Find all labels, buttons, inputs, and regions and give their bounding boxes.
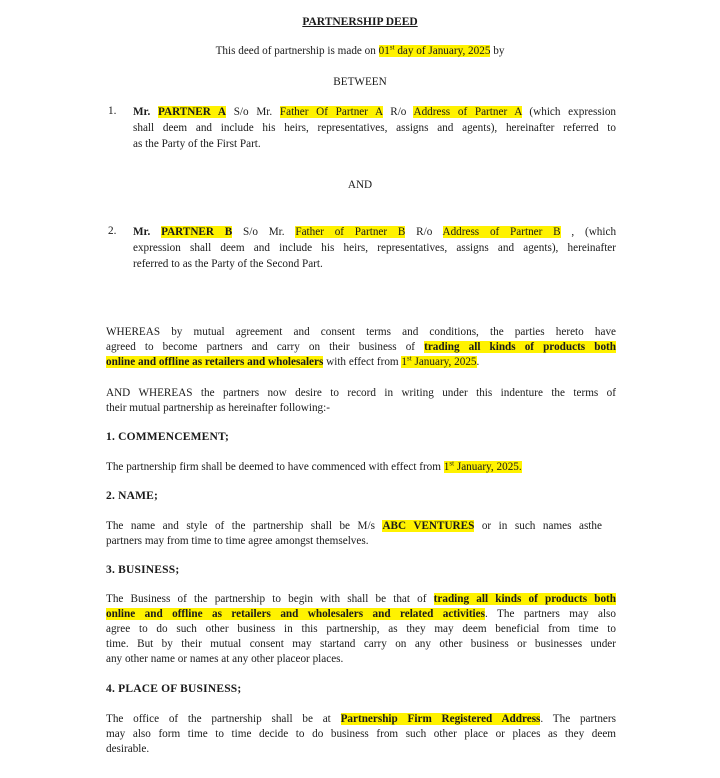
party2-line3: referred to as the Party of the Second Part.	[133, 258, 323, 270]
section4-line3: desirable.	[106, 743, 150, 755]
section1-text: The partnership firm shall be deemed to have commenced with effect from 1st January, 2025.	[106, 459, 522, 473]
section4-heading: 4. PLACE OF BUSINESS;	[106, 683, 242, 695]
whereas1-date: 1st January, 2025	[401, 354, 477, 368]
intro-line: This deed of partnership is made on 01st day of January, 2025 by	[215, 43, 505, 57]
section3-line1: The Business of the partnership to begin with shall be that of trading all kinds of products both	[106, 593, 616, 605]
section3-line5: any other name or names at any other placeor places.	[106, 653, 344, 665]
whereas1-line3: online and offline as retailers and wholesalers with effect from 1st January, 2025.	[106, 354, 480, 368]
party1-line3: as the Party of the First Part.	[133, 138, 261, 150]
section2-line1: The name and style of the partnership shall be M/s ABC VENTURES or in such names asthe	[106, 520, 602, 532]
firm-name: ABC VENTURES	[382, 520, 475, 532]
party2-line2: expression shall deem and include his heirs, representatives, assigns and agents), hereinafter	[133, 242, 616, 254]
section3-line2: online and offline as retailers and wholesalers and related activities. The partners may also	[106, 608, 616, 620]
party2-number: 2.	[108, 225, 117, 237]
section4-line1: The office of the partnership shall be at Partnership Firm Registered Address. The partners	[106, 713, 616, 725]
party1-name: PARTNER A	[158, 106, 227, 118]
party2-father: Father of Partner B	[295, 226, 406, 238]
section1-heading: 1. COMMENCEMENT;	[106, 431, 230, 443]
section2-heading: 2. NAME;	[106, 490, 159, 502]
section4-line2: may also form time to time decide to do business from such other place or places as they deem	[106, 728, 616, 740]
and-label: AND	[347, 179, 373, 191]
party1-line2: shall deem and include his heirs, representatives, assigns and agents), hereinafter referred to	[133, 122, 616, 134]
whereas1-line2: agreed to become partners and carry on their business of trading all kinds of products both	[106, 341, 616, 353]
party2-address: Address of Partner B	[442, 226, 561, 238]
party1-address: Address of Partner A	[413, 106, 522, 118]
section2-line2: partners may from time to time agree amongst themselves.	[106, 535, 369, 547]
section3-line4: time. But by their mutual consent may startand carry on any other business or businesses under	[106, 638, 616, 650]
party2-line1: Mr. PARTNER B S/o Mr. Father of Partner B R/o Address of Partner B , (which	[133, 226, 617, 238]
whereas1-line1: WHEREAS by mutual agreement and consent terms and conditions, the parties hereto have	[106, 326, 616, 338]
deed-title: PARTNERSHIP DEED	[302, 16, 418, 28]
party1-number: 1.	[108, 105, 117, 117]
firm-address: Partnership Firm Registered Address	[340, 713, 541, 725]
party2-name: PARTNER B	[161, 226, 233, 238]
section3-line3: agree to do such other business in this partnership, as they may deem beneficial from time to	[106, 623, 616, 635]
section1-date: 1st January, 2025.	[443, 459, 522, 473]
deed-date: 01st day of January, 2025	[378, 43, 491, 57]
whereas2-line2: their mutual partnership as hereinafter following:-	[106, 402, 330, 414]
section3-heading: 3. BUSINESS;	[106, 564, 180, 576]
party1-father: Father Of Partner A	[279, 106, 383, 118]
between-label: BETWEEN	[333, 76, 387, 88]
party1-line1: Mr. PARTNER A S/o Mr. Father Of Partner A R/o Address of Partner A (which expression	[133, 106, 617, 118]
whereas2-line1: AND WHEREAS the partners now desire to record in writing under this indenture the terms of	[106, 387, 616, 399]
